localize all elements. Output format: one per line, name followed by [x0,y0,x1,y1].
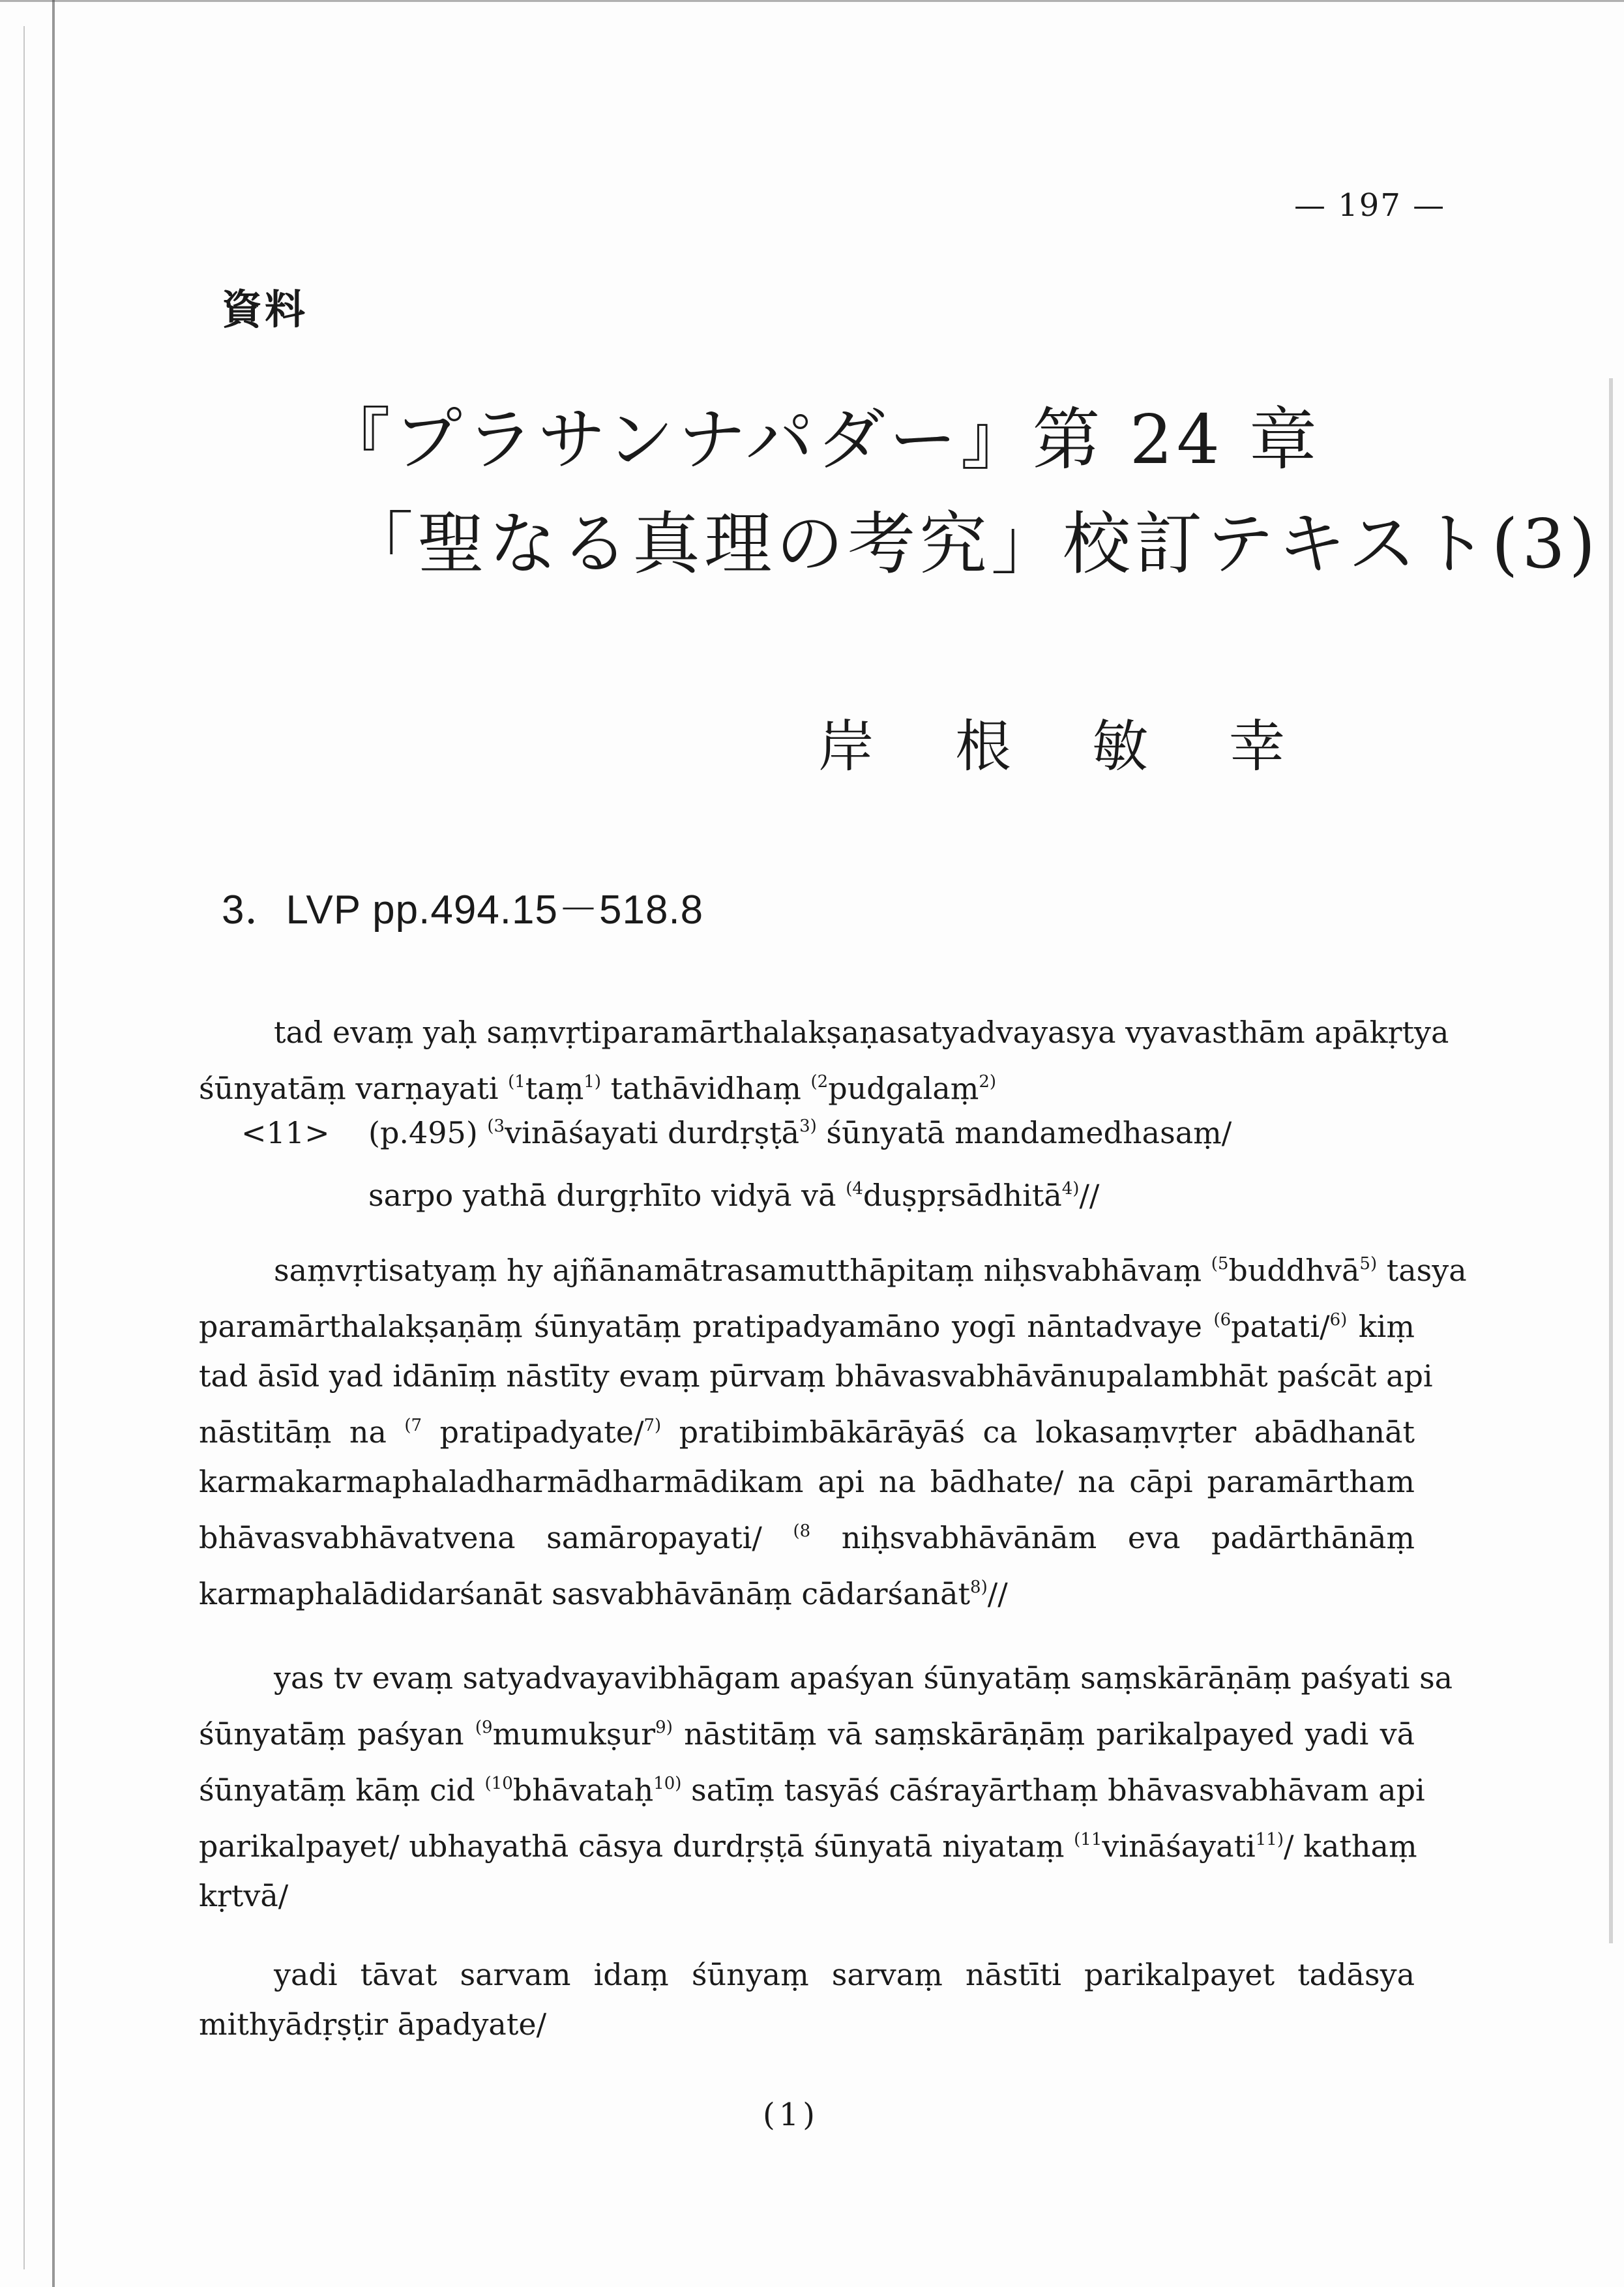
paragraph-4 [199,1950,1415,2049]
scan-shadow-line [23,26,25,2269]
footnote-marker: (6 [1213,1310,1232,1330]
text-line: bhāvasvabhāvatvena samāropayati/ $^{(8}$ niḥsvabhāvānām eva padārthānāṃ [199,1520,1415,1555]
paragraph-1 [199,1008,1449,1113]
author-char: 根 [955,714,1011,779]
footnote-marker: 10) [653,1774,682,1793]
footnote-marker: (3 [487,1116,505,1136]
footnote-marker: 1) [583,1072,602,1092]
author-char: 敏 [1092,714,1148,779]
page-number: — 197 — [1294,187,1446,224]
section-heading: 3．LVP pp.494.15－518.8 [222,888,704,933]
footnote-marker: (2 [810,1072,829,1092]
footnote-marker: (7 [404,1416,422,1435]
scan-top-edge [0,0,1624,2]
verse-line-1: <11> (p.495) $^{(3}$vināśayati durdṛṣṭā$^{3)}$ śūnyatā mandamedhasaṃ/ [241,1115,1232,1150]
text-line: kṛtvā/ [199,1878,289,1913]
scan-right-edge [1609,378,1613,1943]
footnote-marker: (1 [508,1072,525,1092]
binding-edge [52,0,55,2287]
footer-page-label: (1) [763,2097,819,2133]
footnote-marker: 5) [1359,1254,1378,1274]
footnote-marker: 11) [1255,1830,1284,1849]
text-line: tad evaṃ yaḥ saṃvṛtiparamārthalakṣaṇasatyadvayasya vyavasthām apākṛtya [274,1015,1449,1050]
footnote-marker: (5 [1211,1254,1229,1274]
category-label: 資料 [222,286,308,333]
text-line: karmaphalādidarśanāt sasvabhāvānāṃ cādarśanāt$^{8)}$// [199,1576,1008,1611]
text-line: mithyādṛṣṭir āpadyate/ [199,2007,547,2042]
text-line: śūnyatāṃ varṇayati $^{(1}$taṃ$^{1)}$ tathāvidhaṃ $^{(2}$pudgalaṃ$^{2)}$ [199,1071,997,1106]
text-line: yas tv evaṃ satyadvayavibhāgam apaśyan śūnyatāṃ saṃskārāṇāṃ paśyati sa [274,1660,1453,1696]
text-line: śūnyatāṃ kāṃ cid $^{(10}$bhāvataḥ$^{10)}$ satīṃ tasyāś cāśrayārthaṃ bhāvasvabhāvam api [199,1772,1425,1808]
footnote-marker: 2) [979,1072,997,1092]
text-line: paramārthalakṣaṇāṃ śūnyatāṃ pratipadyamāno yogī nāntadvaye $^{(6}$patati/$^{6)}$ kiṃ [199,1309,1415,1344]
title-line-2: 「聖なる真理の考究」校訂テキスト(3) [346,504,1600,584]
footnote-marker: (4 [846,1179,863,1199]
title-line-1: 『プラサンナパダー』第 24 章 [323,400,1321,479]
text-line: śūnyatāṃ paśyan $^{(9}$mumukṣur$^{9)}$ nāstitāṃ vā saṃskārāṇāṃ parikalpayed yadi vā [199,1716,1415,1752]
paragraph-3 [199,1653,1453,1921]
text-line: karmakarmaphaladharmādharmādikam api na bādhate/ na cāpi paramārtham [199,1464,1415,1499]
verse-line-2: sarpo yathā durgṛhīto vidyā vā $^{(4}$duṣpṛsādhitā$^{4)}$// [368,1178,1100,1213]
text-line: parikalpayet/ ubhayathā cāsya durdṛṣṭā śūnyatā niyataṃ $^{(11}$vināśayati$^{11)}$/ kathaṃ [199,1829,1417,1864]
author-char: 岸 [818,714,874,779]
text-line: tad āsīd yad idānīṃ nāstīty evaṃ pūrvaṃ bhāvasvabhāvānupalambhāt paścāt api [199,1358,1433,1394]
verse-number: <11> [241,1115,330,1150]
footnote-marker: 9) [655,1718,673,1737]
text-line: nāstitāṃ na $^{(7}$ pratipadyate/$^{7)}$ pratibimbākārāyāś ca lokasaṃvṛter abādhanāt [199,1414,1415,1450]
footnote-marker: 3) [799,1116,817,1136]
paragraph-2 [199,1239,1467,1619]
text-line: saṃvṛtisatyaṃ hy ajñānamātrasamutthāpitaṃ niḥsvabhāvaṃ $^{(5}$buddhvā$^{5)}$ tasya [274,1253,1467,1288]
footnote-marker: (8 [793,1521,811,1541]
footnote-marker: 7) [643,1416,662,1435]
footnote-marker: 6) [1329,1310,1348,1330]
author-char: 幸 [1229,714,1285,779]
footnote-marker: 4) [1061,1179,1080,1199]
text-line: yadi tāvat sarvam idaṃ śūnyaṃ sarvaṃ nāstīti parikalpayet tadāsya [274,1957,1415,1992]
author-name [818,701,1366,782]
footnote-marker: (9 [475,1718,493,1737]
footnote-marker: (10 [484,1774,513,1793]
footnote-marker: (11 [1074,1830,1102,1849]
footnote-marker: 8) [970,1577,988,1597]
